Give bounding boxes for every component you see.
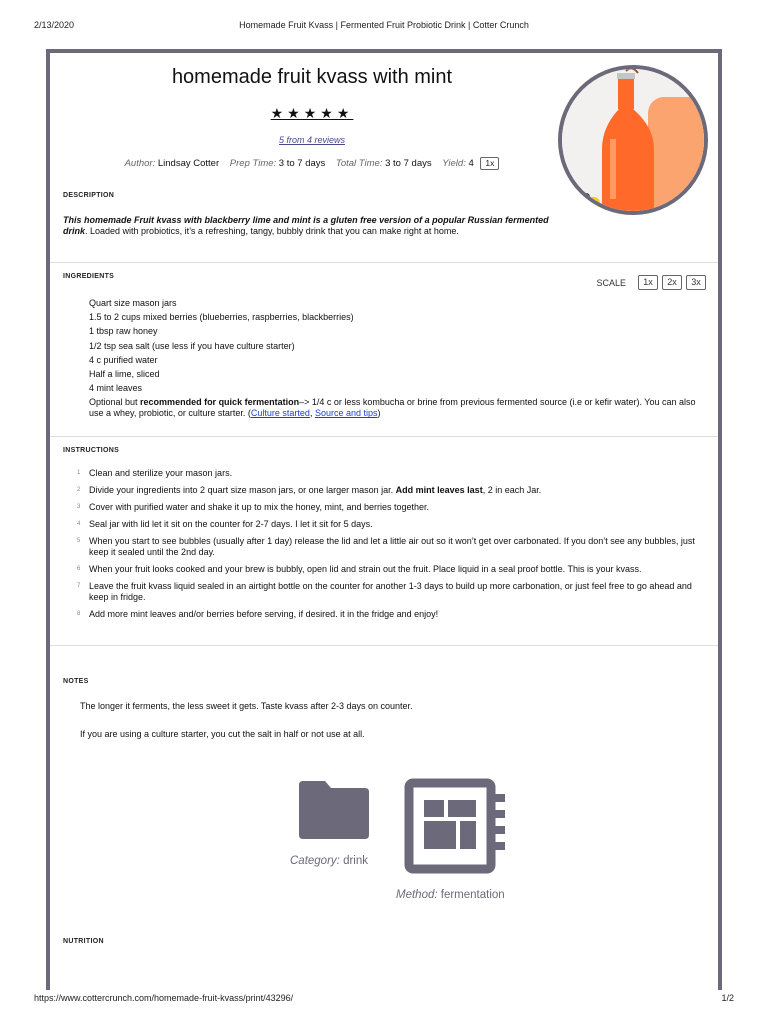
description-emphasis: This homemade Fruit kvass with blackberry lime and mint is a gluten free version of a popular Russian fermented drink — [63, 215, 549, 236]
total-time-label: Total Time: — [335, 158, 383, 169]
ingredient-item: 4 c purified water — [89, 354, 158, 365]
ingredients-section — [50, 263, 718, 436]
description-text — [63, 215, 553, 237]
notes-label: NOTES — [63, 678, 89, 685]
instruction-step — [77, 485, 709, 496]
step-text: Leave the fruit kvass liquid sealed in an airtight bottle on the counter for another 1-3 days to build up more carbonation, or just feel free to go ahead and keep in fridge. — [89, 581, 692, 602]
source-and-tips-link[interactable]: Source and tips — [314, 408, 378, 419]
category-label: Category: — [290, 855, 340, 867]
step-number: 7 — [77, 583, 81, 589]
optional-bold: recommended for quick fermentation — [140, 397, 300, 408]
ingredient-item: 1.5 to 2 cups mixed berries (blueberries, raspberries, blackberries) — [89, 312, 354, 323]
step-number: 3 — [77, 504, 81, 510]
reviews-link[interactable]: 5 from 4 reviews — [278, 135, 346, 145]
instructions-label: INSTRUCTIONS — [63, 447, 120, 454]
step-text-post: , 2 in each Jar. — [482, 485, 542, 495]
scale-2x-button[interactable]: 2x — [662, 275, 682, 290]
scale-control — [596, 275, 706, 290]
category-text — [290, 855, 368, 867]
step-number: 1 — [77, 470, 81, 476]
scale-label: SCALE — [596, 277, 626, 288]
step-text: Cover with purified water and shake it up to mix the honey, mint, and berries together. — [89, 502, 430, 512]
recipe-meta — [50, 157, 574, 170]
ingredient-item: 1 tbsp raw honey — [89, 326, 158, 337]
folder-icon — [297, 779, 371, 841]
method-value: fermentation — [440, 889, 505, 901]
optional-prefix: Optional but — [89, 397, 141, 408]
step-text-bold: Add mint leaves last — [395, 485, 483, 495]
instruction-step — [77, 581, 709, 603]
star-rating-glyphs[interactable]: ★★★★★ — [270, 105, 354, 121]
author-label: Author: — [124, 158, 156, 169]
step-text: When your fruit looks cooked and your brew is bubbly, open lid and strain out the fruit. Place liquid in a seal proof bottle. This is your kvass. — [89, 564, 642, 574]
instruction-step — [77, 468, 709, 479]
ingredient-item: Half a lime, sliced — [89, 369, 160, 380]
scale-3x-button[interactable]: 3x — [686, 275, 706, 290]
ingredient-item: 4 mint leaves — [89, 383, 143, 394]
note-paragraph: The longer it ferments, the less sweet it gets. Taste kvass after 2-3 days on counter. — [80, 701, 413, 711]
step-text: Seal jar with lid let it sit on the counter for 2-7 days. I let it sit for 5 days. — [89, 519, 373, 529]
prep-time-label: Prep Time: — [229, 158, 277, 169]
ingredient-item: Quart size mason jars — [89, 298, 177, 308]
print-date: 2/13/2020 — [34, 20, 75, 30]
optional-close: ) — [377, 408, 381, 419]
description-rest: . Loaded with probiotics, it’s a refreshing, tangy, bubbly drink that you can make right at home. — [85, 226, 459, 236]
step-text-pre: Divide your ingredients into 2 quart size mason jars, or one larger mason jar. — [89, 485, 396, 495]
recipe-photo — [558, 65, 708, 215]
method-label: Method: — [396, 889, 438, 901]
recipe-card — [46, 49, 722, 990]
print-page-number: 1/2 — [721, 993, 734, 1003]
instructions-section — [50, 437, 718, 645]
step-text: Clean and sterilize your mason jars. — [89, 468, 233, 478]
step-number: 4 — [77, 521, 81, 527]
print-doc-title: Homemade Fruit Kvass | Fermented Fruit Probiotic Drink | Cotter Crunch — [239, 20, 529, 30]
recipe-title: homemade fruit kvass with mint — [171, 66, 453, 88]
optional-sep: , — [309, 408, 315, 419]
description-label: DESCRIPTION — [63, 192, 115, 199]
nutrition-label: NUTRITION — [63, 938, 104, 945]
optional-suffix: –> 1/4 c or less kombucha or brine from previous fermented source (i.e or kefir water). You can also use a whey, probiotic, or culture starter. ( — [89, 397, 696, 419]
scale-1x-button[interactable]: 1x — [638, 275, 658, 290]
prep-time-value: 3 to 7 days — [278, 158, 326, 169]
step-number: 6 — [77, 566, 81, 572]
total-time-value: 3 to 7 days — [385, 158, 432, 169]
instruction-list — [77, 468, 709, 626]
instruction-step — [77, 536, 709, 558]
kvass-bottle-image — [562, 69, 704, 211]
note-paragraph: If you are using a culture starter, you cut the salt in half or not use at all. — [80, 729, 365, 739]
print-url: https://www.cottercrunch.com/homemade-fruit-kvass/print/43296/ — [34, 993, 294, 1003]
step-number: 8 — [77, 611, 81, 617]
step-text: When you start to see bubbles (usually after 1 day) release the lid and let a little air out so it won’t get over carbonated. If you don’t see any bubbles, just keep it sealed until the 2nd day. — [89, 536, 695, 557]
ingredients-label: INGREDIENTS — [63, 273, 115, 280]
ingredient-list — [89, 296, 709, 419]
method-text — [396, 889, 505, 901]
instruction-step — [77, 609, 709, 620]
yield-label: Yield: — [442, 158, 466, 169]
step-number: 5 — [77, 538, 81, 544]
step-number: 2 — [77, 487, 81, 493]
instruction-step — [77, 564, 709, 575]
category-value: drink — [343, 855, 368, 867]
recipe-header — [50, 53, 718, 261]
taxonomy-section — [50, 773, 718, 913]
print-header — [0, 0, 768, 40]
yield-multiplier-button[interactable]: 1x — [480, 157, 499, 170]
ingredient-item: 1/2 tsp sea salt (use less if you have culture starter) — [89, 340, 295, 351]
ingredient-item-optional — [89, 397, 709, 419]
culture-started-link[interactable]: Culture started — [250, 408, 310, 419]
author-name: Lindsay Cotter — [157, 158, 220, 169]
method-book-icon — [404, 778, 508, 874]
instruction-step — [77, 519, 709, 530]
star-rating[interactable] — [50, 105, 574, 122]
instruction-step — [77, 502, 709, 513]
yield-value: 4 — [468, 158, 474, 169]
step-text: Add more mint leaves and/or berries before serving, if desired. it in the fridge and enjoy! — [89, 609, 439, 619]
